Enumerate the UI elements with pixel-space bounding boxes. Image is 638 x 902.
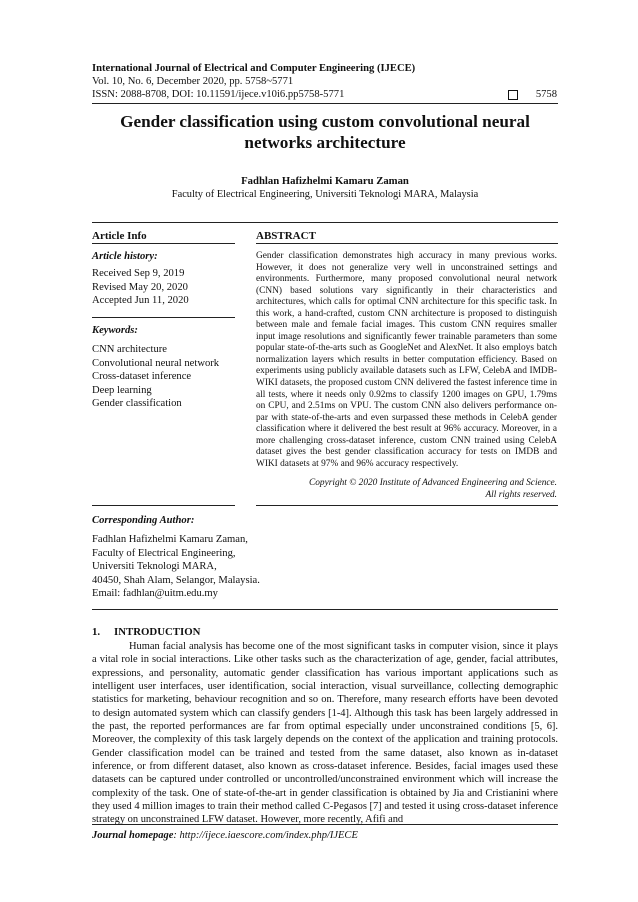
corresponding-line: 40450, Shah Alam, Selangor, Malaysia. [92, 574, 260, 586]
journal-name: International Journal of Electrical and Computer Engineering (IJECE) [92, 63, 416, 74]
keywords-heading: Keywords: [92, 325, 138, 336]
copyright-line-2: All rights reserved. [485, 489, 557, 500]
abstract-heading: ABSTRACT [256, 230, 316, 242]
corresponding-email[interactable]: Email: fadhlan@uitm.edu.my [92, 588, 218, 599]
article-info-rule [92, 243, 235, 244]
keyword-item: Cross-dataset inference [92, 371, 192, 382]
top-divider [92, 222, 558, 223]
author-section-rule [92, 609, 558, 610]
author-affiliation: Faculty of Electrical Engineering, Universiti Teknologi MARA, Malaysia [171, 189, 479, 200]
checkbox-square-icon [508, 90, 518, 100]
keyword-item: Deep learning [92, 384, 152, 396]
corresponding-author-heading: Corresponding Author: [92, 515, 195, 526]
keyword-item: Gender classification [92, 398, 182, 409]
history-received: Received Sep 9, 2019 [92, 268, 185, 279]
page-number-block [508, 88, 557, 101]
article-history-heading: Article history: [92, 251, 158, 262]
abstract-rule [256, 243, 558, 244]
article-info-heading: Article Info [92, 230, 147, 242]
copyright-notice [256, 478, 557, 501]
footer-rule [92, 824, 558, 825]
paper-title: Gender classification using custom convolutional neural networks architecture [120, 112, 530, 152]
history-revised: Revised May 20, 2020 [92, 281, 188, 293]
corresponding-author-details [92, 533, 260, 601]
corresponding-line: Fadhlan Hafizhelmi Kamaru Zaman, [92, 534, 248, 545]
volume-info: Vol. 10, No. 6, December 2020, pp. 5758~5771 [92, 76, 294, 87]
keyword-item: CNN architecture [92, 344, 168, 355]
keywords-end-rule [92, 505, 235, 506]
article-history-list [92, 267, 189, 308]
abstract-end-rule [256, 505, 558, 506]
issn-doi: ISSN: 2088-8708, DOI: 10.11591/ijece.v10i6.pp5758-5771 [92, 89, 345, 100]
corresponding-line: Faculty of Electrical Engineering, [92, 547, 236, 559]
keywords-list [92, 343, 219, 411]
history-rule [92, 317, 235, 318]
corresponding-line: Universiti Teknologi MARA, [92, 561, 217, 572]
homepage-label: Journal homepage [92, 830, 174, 841]
header-rule [92, 103, 558, 104]
keyword-item: Convolutional neural network [92, 357, 220, 369]
author-name: Fadhlan Hafizhelmi Kamaru Zaman [241, 175, 409, 187]
section-number: 1. [92, 626, 101, 638]
homepage-url[interactable]: : http://ijece.iaescore.com/index.php/IJECE [173, 830, 358, 841]
introduction-heading [92, 626, 200, 638]
page-number: 5758 [535, 89, 557, 100]
introduction-text: Human facial analysis has become one of the most significant tasks in computer vision, since it plays a vital role in social interactions. Like other tasks such as the characterization of age, gender, facial attributes, expressions, and personality, automatic gender classification has various important applications such as intelligent user interfaces, user identification, social interaction, visual surveillance, collecting demographic statistics for marketing, behaviour recognition and so on. Therefore, many research efforts have been devoted to design automated system which can classify genders [1-4]. Although this task has been largely addressed in the past, the reported performances are far from optimal especially under unconstrained conditions [5, 6]. Moreover, the complexity of this task largely depends on the context of the application and training protocols. Gender classification model can be trained and tested from the same dataset, also known as in-dataset inference, or from different dataset, also known as cross-dataset inference. Besides, facial images used these datasets can be captured under controlled or uncontrolled/unconstrained environment which will increase the complexity of the task. One of state-of-the-art in gender classification is obtained by Jia and Cristianini where they used 4 million images to train their method called C-Pegasos [7] and tested it using cross-dataset inference strategy on unconstrained LFW dataset. However, more recently, Afifi and [92, 641, 558, 826]
journal-homepage[interactable] [92, 830, 358, 841]
section-title: INTRODUCTION [114, 626, 201, 638]
abstract-text: Gender classification demonstrates high accuracy in many previous works. However, it does not generalize very well in unconstrained settings and environments. Furthermore, many proposed convolutional neural network (CNN) based solutions vary significantly in their characteristics and architectures, which calls for optimal CNN architecture for this specific task. In this work, a hand-crafted, custom CNN architecture is proposed to distinguish between male and female facial images. This custom CNN requires smaller input image resolutions and significantly fewer trainable parameters than some popular state-of-the-arts such as GoogleNet and AlexNet. It also employs batch normalization layers which results in better computation efficiency. Based on experiments using publicly available datasets such as LFW, CelebA and IMDB-WIKI datasets, the proposed custom CNN delivered the fastest inference time in all tests, where it needs only 0.92ms to classify 1200 images on GPU, 1.79ms on CPU, and 2.51ms on VPU. The custom CNN also delivers performance on-par with state-of-the-arts and even surpassed these methods in CelebA gender classification where it delivered the best result at 96% accuracy. Moreover, in a more challenging cross-dataset inference, custom CNN trained using CelebA dataset gives the best gender classification accuracy for tests on IMDB and WIKI datasets at 97% and 96% accuracy respectively. [256, 251, 557, 469]
copyright-line-1: Copyright © 2020 Institute of Advanced Engineering and Science. [309, 478, 557, 488]
history-accepted: Accepted Jun 11, 2020 [92, 295, 189, 306]
